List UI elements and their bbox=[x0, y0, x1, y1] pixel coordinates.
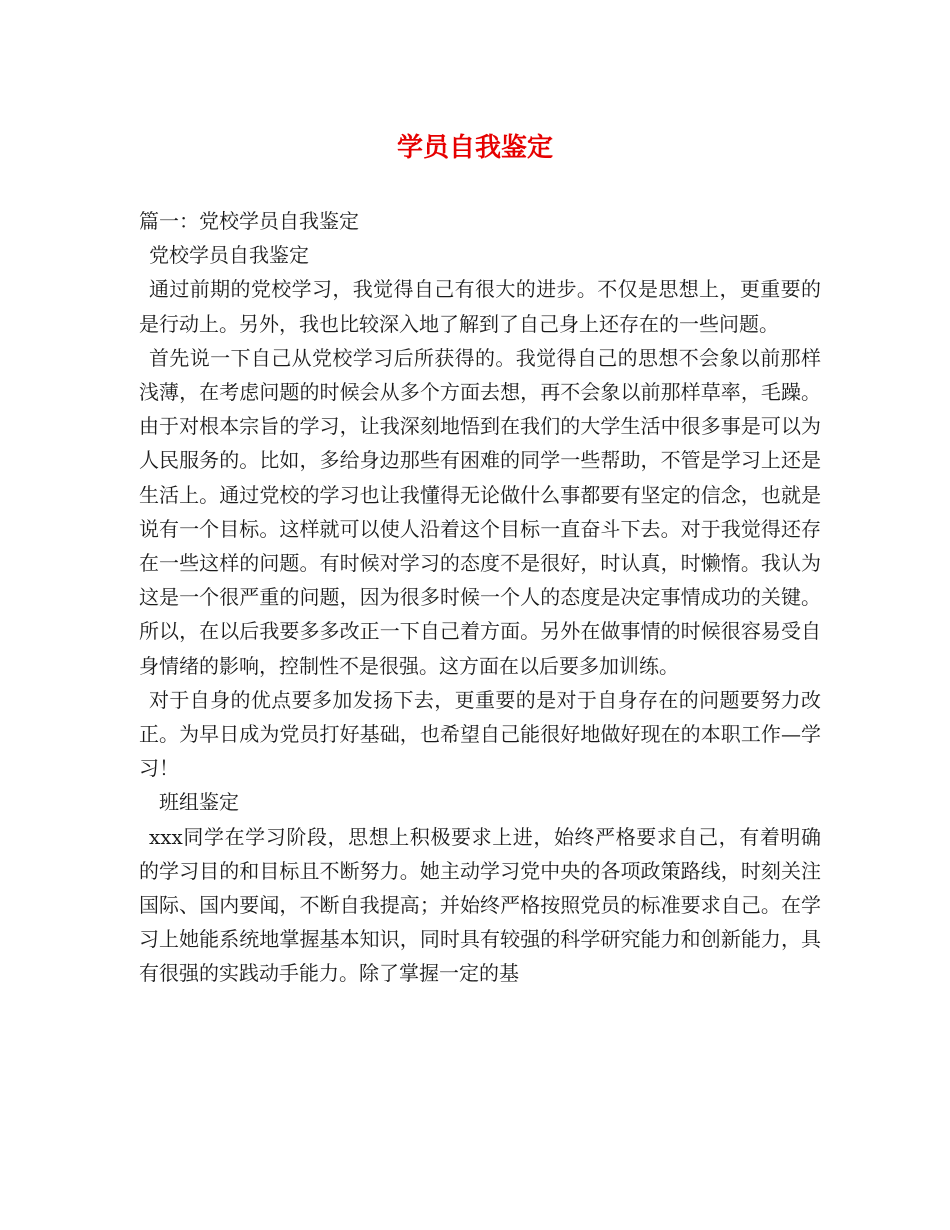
body-paragraph: 对于自身的优点要多加发扬下去，更重要的是对于自身存在的问题要努力改正。为早日成为党员打好基础，也希望自己能很好地做好现在的本职工作—学习！ bbox=[139, 687, 821, 781]
subsection-heading: 党校学员自我鉴定 bbox=[149, 243, 309, 268]
document-body bbox=[139, 204, 821, 991]
subsection-heading: 班组鉴定 bbox=[159, 790, 239, 815]
section-heading: 篇一：党校学员自我鉴定 bbox=[139, 209, 359, 233]
body-paragraph: 首先说一下自己从党校学习后所获得的。我觉得自己的思想不会象以前那样浅薄，在考虑问题的时候会从多个方面去想，再不会象以前那样草率，毛躁。由于对根本宗旨的学习，让我深刻地悟到在我们的大学生活中很多事是可以为人民服务的。比如，多给身边那些有困难的同学一些帮助，不管是学习上还是生活上。通过党校的学习也让我懂得无论做什么事都要有坚定的信念，也就是说有一个目标。这样就可以使人沿着这个目标一直奋斗下去。对于我觉得还存在一些这样的问题。有时候对学习的态度不是很好，时认真，时懒惰。我认为这是一个很严重的问题，因为很多时候一个人的态度是决定事情成功的关键。所以，在以后我要多多改正一下自己着方面。另外在做事情的时候很容易受自身情绪的影响，控制性不是很强。这方面在以后要多加训练。 bbox=[139, 345, 821, 678]
document-title: 学员自我鉴定 bbox=[396, 133, 553, 163]
body-paragraph: 通过前期的党校学习，我觉得自己有很大的进步。不仅是思想上，更重要的是行动上。另外，我也比较深入地了解到了自己身上还存在的一些问题。 bbox=[139, 277, 821, 336]
body-paragraph: xxx同学在学习阶段，思想上积极要求上进，始终严格要求自己，有着明确的学习目的和目标且不断努力。她主动学习党中央的各项政策路线，时刻关注国际、国内要闻，不断自我提高；并始终严格按照党员的标准要求自己。在学习上她能系统地掌握基本知识，同时具有较强的科学研究能力和创新能力，具有很强的实践动手能力。除了掌握一定的基 bbox=[139, 824, 821, 986]
